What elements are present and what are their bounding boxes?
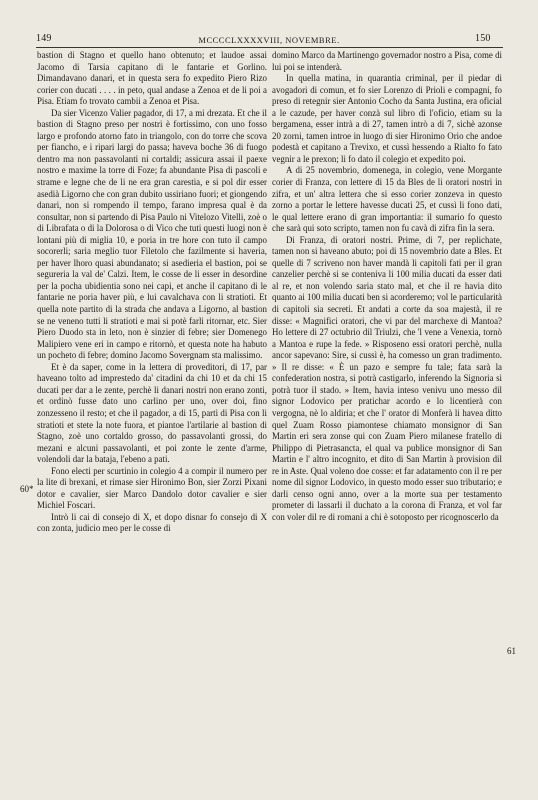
running-title: MCCCCLXXXXVIII, NOVEMBRE. [198, 35, 340, 45]
paragraph: bastion di Stagno et quello hano obtenuto; et laudoe assai Jacomo di Tarsia capitano di le fantarie et Gorlino. Dimandavano danari, et in questa sera fo expedito Piero Rizo corier con ducati . . . . in peto, qual andase a Zenoa et de li poi a Pisa. Etiam fo trovato cambii a Zenoa et Pisa. [37, 50, 267, 107]
paragraph: domino Marco da Martinengo governador nostro a Pisa, come di lui poi se intenderà. [272, 50, 502, 72]
right-column [272, 50, 502, 523]
page-number-right: 150 [475, 33, 491, 44]
paragraph: Di Franza, di oratori nostri. Prime, di 7, per replichate, tamen non si haveano abuto; poi di 15 novembrio date a Bles. Et quelle di 7 scriveno non haver mandà li capitoli fati per il gran canzelier perchè si se conteniva li 100 milia ducati da esser dati al re, et non volendo saria stato mal, et che il re havia dito quanto ai 100 milia ducati ben si acorderemo; vol le particularità di capitoli sia secreti. Et andati a corte da soa majestà, il re disse: « Magnifici oratori, che vi par del marchexe di Mantoa? Ho lettere di 27 octubrio dil Triulzi, che 'l vene a Venexia, tornò a Mantoa e rupe la fede. » Risposeno essi oratori perchè, nulla ancor sapevano: Sire, si cussì è, ha comesso un gran tradimento. » Il re disse: « È un pazo e sempre fu tale; fata sarà la confederation nostra, si potrà castigarlo, inferendo la Signoria si potrà tuor il stado. » Item, havia inteso venivu uno messo dil signor Lodovico per pratichar acordo e lo licentierà con vergogna, nè lo aldiria; et che l' orator di Monferà li havea ditto quel Zuam Rosso piamontese chiamato monsignor di San Martin eri sera zonse qui con Zuam Piero milanese fratello di Philippo di Pietrasancta, el qual va publice monsignor di San Martin e l' altro incognito, et dito di San Martin à provision dil re in Aste. Qual voleno doe cosse: et far adatamento con il re per nome dil signor Lodovico, in questo modo esser suo tributario; e darli censo ogni anno, over a la morte sua per testamento prometer di lassarli il duchato a la corona di Franza, et vol far con voler dil re di romani a chi è sotoposto per ricognoscerlo da [272, 234, 502, 522]
margin-number-left: 60* [20, 484, 34, 494]
paragraph: Intrò li cai di consejo di X, et dopo disnar fo consejo di X con zonta, judicio meo per le cosse di [37, 511, 267, 534]
header-rule [36, 47, 503, 48]
left-column [37, 50, 267, 535]
paragraph: Da sier Vicenzo Valier pagador, di 17, a mi drezata. Et che il bastion di Stagno preso per nostri è fortissimo, con uno fosso largo e profondo atorno fato in triangolo, con do torre che scova per fiancho, e i ripari largi do passa; haveva boche 36 di fuogo dentro ma non passavolanti ni cortaldi; assicura assai il paexe nostro e maxime la torre di Foze; fa abundante Pisa di pascoli e strame e legne che de li ne era gran carestia, e si pol dir esser asedià Ligorno che con gran dubito ussiriano fuori; et giongendo danari, non si rompendo il tempo, farano impresa qual è da consultar, non si partendo di Pisa Paulo ni Vitelozo Vitelli, zoè o di Librafata o di la Dolorosa o di Vico che tuti questi luogi non è lontani più di miglia 10, e poria in tre hore con tuto il campo socorerli; saria meglio tuor Filetolo che fazilmente si haveria, per haver lhoro quasi abundanato; si asedieria el bastion, poi se segureria la val de' Calzi. Item, le cosse de li esser in desordine per la pocha ubidientia sono nei capi, et anche il capitano di le fantarie ne poria haver più, e lui cavalchava con li stratioti. Et quella note partito di la strada che andava a Ligorno, al bastion se ne veneno tutti li stratioti e mai si potè farli ritornar, etc. Sier Piero Duodo sta in leto, non è sinzier di febre; sier Domenego Malipiero vene eri in campo e ritornò, et questa note ha habuto un pocheto di febre; domino Jacomo Sovergnam sta malissimo. [37, 107, 267, 361]
paragraph: Fono electi per scurtinio in colegio 4 a compir il numero per la lite di brexani, et rimase sier Hironimo Bon, sier Zorzi Pixani dotor e cavalier, sier Marco Dandolo dotor cavalier e sier Michiel Foscari. [37, 465, 267, 511]
page-number-left: 149 [36, 33, 52, 44]
margin-number-right: 61 [507, 646, 516, 656]
paragraph: A di 25 novembrio, domenega, in colegio, vene Morgante corier di Franza, con lettere di 15 da Bles de li oratori nostri in zifra, et un' altra lettera che si esso corier zonzeva in questo zorno a portar le lettere havesse ducati 25, et cussì li fono dati, le qual lettere erano di gran importantia: il sumario fo questo che sarà qui soto scripto, tamen non fu cavà di zifra fin la sera. [272, 165, 502, 234]
paragraph: In quella matina, in quarantia criminal, per il piedar di avogadori di comun, et fo sier Lorenzo di Prioli e compagni, fo preso di retegnir sier Antonio Cocho da Santa Justina, era oficial a le cazude, per haver conzà sul libro di l'oficio, etiam su la bergamena, esser intrà a di 27, tamen intrò a di 7, sichè azonse 20 zorni, tamen introe in luogo di sier Hironimo Orio che andoe podestà et capitano a Trevixo, et cussì hessendo a Rialto fo fato vegnir a le prexon; li fo dato il colegio et expedito poi. [272, 73, 502, 164]
paragraph: Et è da saper, come in la lettera di proveditori, di 17, par haveano tolto ad imprestedo da' citadini da chi 10 et da chi 15 ducati per dar a le zente, perchè li danari nostri non erano zonti, et ordinò fusse dato uno carlino per uno, over doi, fino zonzesseno il resto; et che il pagador, a di 15, partì di Pisa con li stratioti et stete la note fuora, et piantoe l'artilarie al bastion di Stagno, zoè uno cortaldo grosso, do passavolanti grossi, do mezani e alcuni passavolanti, et poi zonte le zente d'arme, volendoli dar la bataja, l'ebeno a pati. [37, 361, 267, 465]
